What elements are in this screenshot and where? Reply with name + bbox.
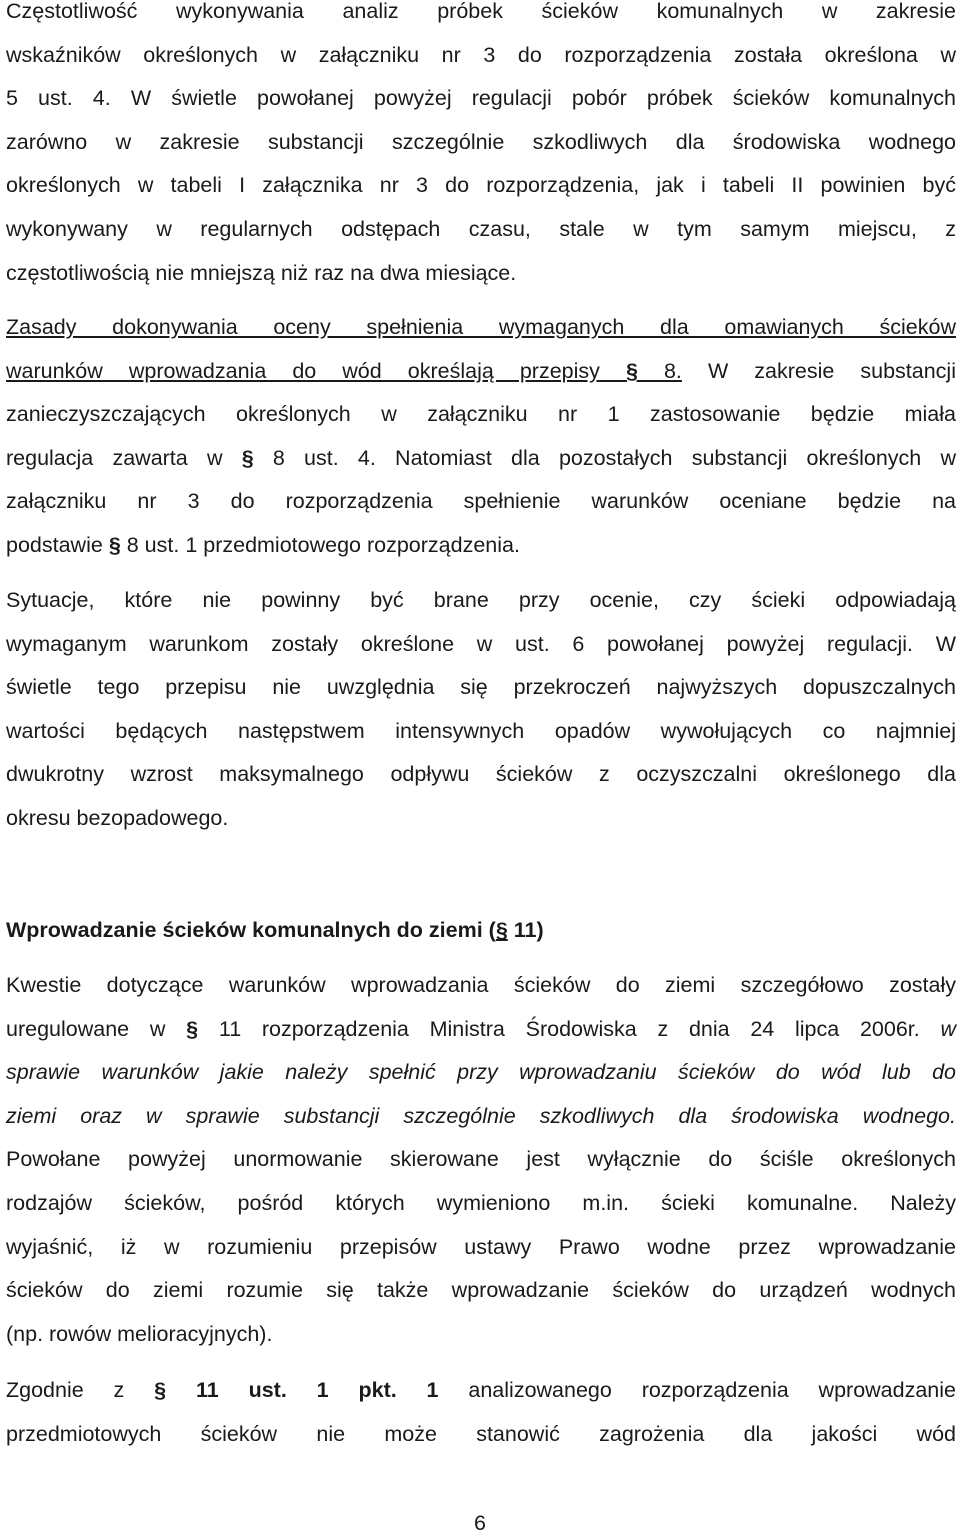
text-line: sprawie warunków jakie należy spełnić przy wprowadzaniu ścieków do wód lub do — [6, 1060, 956, 1085]
paragraph-assessment-rules — [6, 306, 956, 568]
text-line: warunków wprowadzania do wód określają przepisy § 8. W zakresie substancji — [6, 358, 956, 383]
text-line: Zgodnie z § 11 ust. 1 pkt. 1 analizowanego rozporządzenia wprowadzanie — [6, 1378, 956, 1402]
text-line: wartości będących następstwem intensywnych opadów wywołujących co najmniej — [6, 718, 956, 743]
paragraph-text — [6, 579, 956, 841]
paragraph-according-to — [6, 1369, 956, 1456]
text-line: Kwestie dotyczące warunków wprowadzania ścieków do ziemi szczegółowo zostały — [6, 973, 956, 997]
text-line: wykonywany w regularnych odstępach czasu, stale w tym samym miejscu, z — [6, 216, 956, 241]
text-line: Częstotliwość wykonywania analiz próbek ścieków komunalnych w zakresie — [6, 0, 956, 23]
text-line: ścieków do ziemi rozumie się także wprowadzanie ścieków do urządzeń wodnych — [6, 1278, 956, 1303]
text-line: Zasady dokonywania oceny spełnienia wymaganych dla omawianych ścieków — [6, 315, 956, 339]
text-line: dwukrotny wzrost maksymalnego odpływu ścieków z oczyszczalni określonego dla — [6, 762, 956, 787]
text-line: (np. rowów melioracyjnych). — [6, 1321, 273, 1346]
page-number: 6 — [474, 1511, 486, 1535]
text-line: częstotliwością nie mniejszą niż raz na dwa miesiące. — [6, 260, 517, 285]
text-line: regulacja zawarta w § 8 ust. 4. Natomiast dla pozostałych substancji określonych w — [6, 445, 956, 470]
underlined-text: warunków wprowadzania do wód określają przepisy § 8. — [6, 358, 682, 383]
text-line: wskaźników określonych w załączniku nr 3 do rozporządzenia została określona w — [6, 42, 956, 67]
paragraph-ground-discharge — [6, 964, 956, 1356]
text-line: załączniku nr 3 do rozporządzenia spełnienie warunków oceniane będzie na — [6, 489, 956, 514]
paragraph-text — [6, 306, 956, 568]
text-line: zanieczyszczających określonych w załączniku nr 1 zastosowanie będzie miała — [6, 402, 956, 427]
text-line: przedmiotowych ścieków nie może stanowić zagrożenia dla jakości wód — [6, 1421, 956, 1446]
section-sign: § — [108, 532, 121, 557]
text-line: wymaganym warunkom zostały określone w ust. 6 powołanej powyżej regulacji. W — [6, 631, 956, 656]
section-heading: Wprowadzanie ścieków komunalnych do ziemi (§ 11) — [6, 918, 544, 942]
section-sign: § — [625, 358, 638, 383]
text-line: rodzajów ścieków, pośród których wymieniono m.in. ścieki komunalne. Należy — [6, 1190, 956, 1215]
text-line: uregulowane w § 11 rozporządzenia Ministra Środowiska z dnia 24 lipca 2006r. w — [6, 1016, 956, 1041]
text-line: Powołane powyżej unormowanie skierowane jest wyłącznie do ściśle określonych — [6, 1147, 956, 1172]
text-line: wyjaśnić, iż w rozumieniu przepisów ustawy Prawo wodne przez wprowadzanie — [6, 1234, 956, 1259]
text-line: okresu bezopadowego. — [6, 805, 229, 830]
section-sign: § — [495, 918, 508, 942]
section-sign: § — [241, 445, 254, 470]
text-line: podstawie § 8 ust. 1 przedmiotowego rozporządzenia. — [6, 532, 520, 557]
text-line: zarówno w zakresie substancji szczególnie szkodliwych dla środowiska wodnego — [6, 129, 956, 154]
text-line: 5 ust. 4. W świetle powołanej powyżej regulacji pobór próbek ścieków komunalnych — [6, 86, 956, 111]
paragraph-text — [6, 0, 956, 295]
text-line: ziemi oraz w sprawie substancji szczególnie szkodliwych dla środowiska wodnego. — [6, 1103, 956, 1128]
paragraph-text — [6, 1369, 956, 1456]
paragraph-text — [6, 964, 956, 1356]
section-sign: § — [154, 1378, 167, 1402]
text-line: świetle tego przepisu nie uwzględnia się przekroczeń najwyższych dopuszczalnych — [6, 675, 956, 700]
paragraph-exclusions — [6, 579, 956, 841]
section-sign: § — [186, 1016, 199, 1041]
paragraph-frequency — [6, 0, 956, 295]
text-line: określonych w tabeli I załącznika nr 3 do rozporządzenia, jak i tabeli II powinien być — [6, 173, 956, 198]
text-line: Sytuacje, które nie powinny być brane przy ocenie, czy ścieki odpowiadają — [6, 588, 956, 612]
